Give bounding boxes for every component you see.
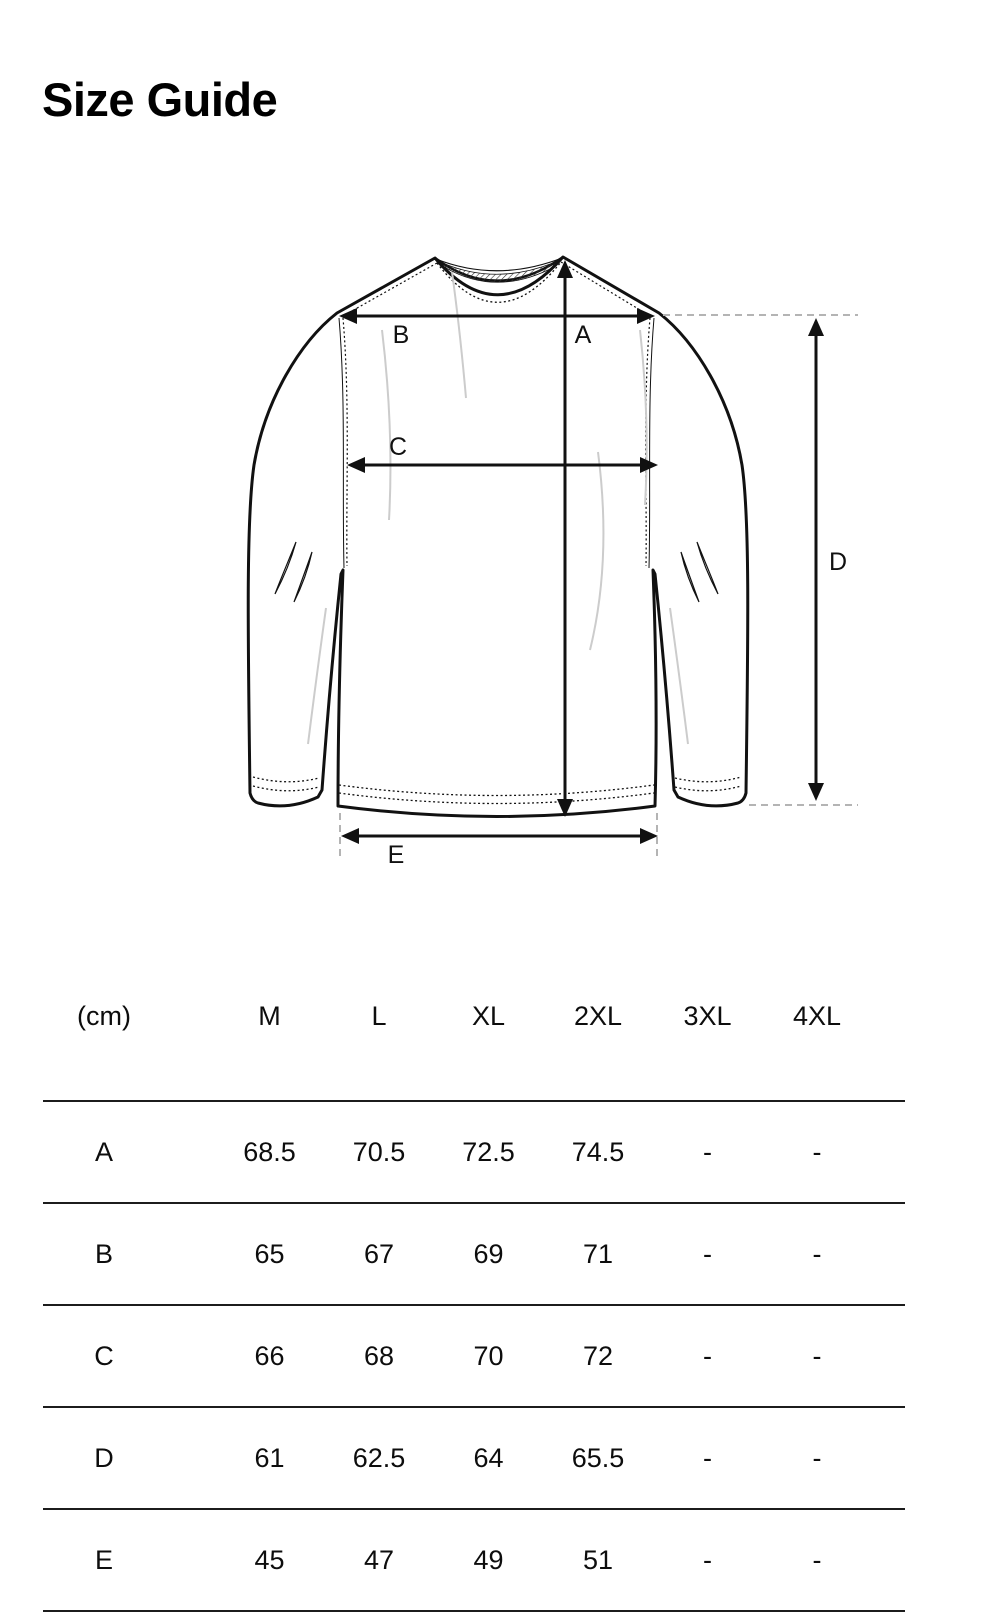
- shirt-measurement-illustration: [170, 245, 870, 870]
- row-label: A: [43, 1101, 165, 1203]
- spacer-cell: [872, 1203, 905, 1305]
- spacer-cell: [165, 1305, 215, 1407]
- cell-d-l: 62.5: [324, 1407, 434, 1509]
- measure-label-c: C: [388, 433, 408, 461]
- spacer-cell: [165, 1101, 215, 1203]
- cell-b-m: 65: [215, 1203, 324, 1305]
- column-header-2xl: 2XL: [573, 1000, 623, 1031]
- column-header-3xl: 3XL: [683, 1000, 732, 1031]
- cell-a-3xl: -: [653, 1101, 762, 1203]
- row-label: C: [43, 1305, 165, 1407]
- spacer-cell: [165, 950, 215, 1101]
- cell-d-3xl: -: [653, 1407, 762, 1509]
- size-table: [43, 950, 905, 1612]
- cell-b-xl: 69: [434, 1203, 543, 1305]
- cell-b-l: 67: [324, 1203, 434, 1305]
- cell-c-3xl: -: [653, 1305, 762, 1407]
- column-header-xl: XL: [471, 1000, 506, 1031]
- cell-b-2xl: 71: [543, 1203, 653, 1305]
- spacer-cell: [165, 1203, 215, 1305]
- page-title: Size Guide: [42, 73, 278, 126]
- table-row-d: [43, 1407, 905, 1509]
- cell-e-l: 47: [324, 1509, 434, 1611]
- cell-e-2xl: 51: [543, 1509, 653, 1611]
- cell-c-2xl: 72: [543, 1305, 653, 1407]
- measure-label-b: B: [392, 321, 410, 349]
- cell-c-m: 66: [215, 1305, 324, 1407]
- cell-a-m: 68.5: [215, 1101, 324, 1203]
- cell-d-xl: 64: [434, 1407, 543, 1509]
- column-header-m: M: [258, 1000, 281, 1031]
- unit-header-cell: (cm): [77, 1000, 131, 1031]
- table-row-b: [43, 1203, 905, 1305]
- size-diagram: [170, 245, 870, 870]
- measure-label-d: D: [828, 548, 848, 576]
- cell-a-l: 70.5: [324, 1101, 434, 1203]
- table-row-e: [43, 1509, 905, 1611]
- cell-d-m: 61: [215, 1407, 324, 1509]
- cell-b-3xl: -: [653, 1203, 762, 1305]
- size-table-header-row: [43, 950, 905, 1101]
- cell-a-4xl: -: [762, 1101, 872, 1203]
- spacer-cell: [872, 950, 905, 1101]
- cell-c-l: 68: [324, 1305, 434, 1407]
- column-header-l: L: [371, 1000, 387, 1031]
- cell-a-2xl: 74.5: [543, 1101, 653, 1203]
- cell-b-4xl: -: [762, 1203, 872, 1305]
- column-header-4xl: 4XL: [792, 1000, 842, 1031]
- spacer-cell: [165, 1509, 215, 1611]
- cell-e-m: 45: [215, 1509, 324, 1611]
- cell-c-xl: 70: [434, 1305, 543, 1407]
- table-row-c: [43, 1305, 905, 1407]
- cell-e-3xl: -: [653, 1509, 762, 1611]
- cell-e-4xl: -: [762, 1509, 872, 1611]
- spacer-cell: [872, 1305, 905, 1407]
- row-label: E: [43, 1509, 165, 1611]
- table-row-a: [43, 1101, 905, 1203]
- cell-d-2xl: 65.5: [543, 1407, 653, 1509]
- cell-e-xl: 49: [434, 1509, 543, 1611]
- shirt-outline: [248, 257, 748, 817]
- cell-d-4xl: -: [762, 1407, 872, 1509]
- spacer-cell: [872, 1509, 905, 1611]
- cell-a-xl: 72.5: [434, 1101, 543, 1203]
- measure-label-e: E: [387, 841, 405, 869]
- spacer-cell: [872, 1407, 905, 1509]
- spacer-cell: [165, 1407, 215, 1509]
- measure-label-a: A: [574, 321, 592, 349]
- cell-c-4xl: -: [762, 1305, 872, 1407]
- row-label: B: [43, 1203, 165, 1305]
- spacer-cell: [872, 1101, 905, 1203]
- row-label: D: [43, 1407, 165, 1509]
